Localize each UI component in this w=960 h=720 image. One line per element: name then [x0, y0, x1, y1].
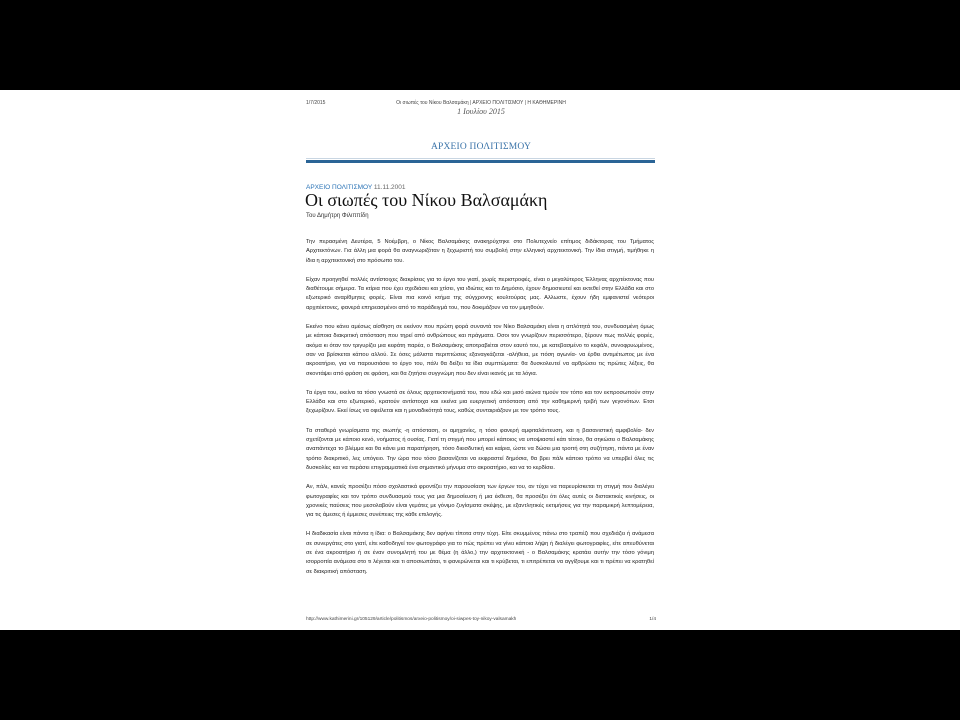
footer-page-number: 1/4	[649, 617, 656, 622]
article-paragraph: Την περασμένη Δευτέρα, 5 Νοέμβρη, ο Νίκος Βαλσαμάκης ανακηρύχτηκε στο Πολυτεχνείο επίτιμος διδάκτορας του Τμήματος Αρχιτεκτόνων. Για άλλη μια φορά θα αναγνωριζόταν η ξεχωριστή του συμβολή στην ελληνική αρχιτεκτονική. Την ίδια στιγμή, τιμήθηκε η ίδια η αρχιτεκτονική στο πρόσωπο του.	[306, 239, 654, 264]
article-paragraph: Η διαδικασία είναι πάντα η ίδια: ο Βαλσαμάκης δεν αφήνει τίποτα στην τύχη. Είτε σκυμμένος πάνω στο τραπέζι που σχεδιάζει ή ανάμεσα σε συνεργάτες στο γιατί, είτε καθοδηγεί τον φωτογράφο για το πώς πρέπει να γίνει κάποια λήψη ή διαλέγει φωτογραφίες, είτε απευθύνεται σε ένα ακροατήριο ή σε έναν συνομιλητή του με θέμα (η άλλο,) την αρχιτεκτονική - ο Βαλσαμάκης κρατάει αυτήν την τόσο γόνιμη ισορροπία ανάμεσα στο τι λέγεται και τι αποσιωπάται, τι φανερώνεται και τι κρύβεται, τι επιτρέπεται να αγγίξουμε και τι πρέπει να κρατηθεί σε διακριτική απόσταση.	[306, 531, 654, 575]
kicker-section-link[interactable]: ΑΡΧΕΙΟ ΠΟΛΙΤΙΣΜΟΥ	[306, 184, 373, 191]
article-title: Οι σιωπές του Νίκου Βαλσαμάκη	[305, 190, 548, 210]
article-paragraph: Αν, πάλι, κανείς προσέξει πόσο σχολαστικά φροντίζει την παρουσίαση των έργων του, αν τύχει να παρευρίσκεται τη στιγμή που διαλέγει φωτογραφίες και τον τρόπο συνδυασμού τους για μια δημοσίευση ή μια έκθεση, θα προσέξει ότι όλες αυτές οι διστακτικές κινήσεις, οι χρονικές παύσεις που μεσολαβούν είναι γεμάτες με γόνιμο ζυγίσματα σκέψης, με εξαντλητικές εκτιμήσεις για την παραμικρή λεπτομέρεια, για τις άμεσες ή έμμεσες συνέπειες της κάθε επιλογής.	[306, 484, 654, 519]
article-paragraph: Είχαν προηγηθεί πολλές αντίστοιχες διακρίσεις για το έργο του γιατί, χωρίς περιστροφές, είναι ο μεγαλύτερος Έλληνας αρχιτέκτονας που διαθέτουμε σήμερα. Τα κτίρια που έχει σχεδιάσει και χτίσει, για ιδιώτες και το Δημόσιο, έχουν δημοσιευτεί και εκτεθεί στην Ελλάδα και στο εξωτερικό αναρίθμητες φορές. Είναι πια κοινό κτήμα της σύγχρονης κουλτούρας μας. Αλλωστε, έχουν ήδη εμφανιστεί νεότεροι αρχιτέκτονες, φανερά επηρεασμένοι από το παράδειγμά του, που δοκιμάζουν να τον μιμηθούν.	[306, 276, 654, 311]
section-divider	[306, 160, 655, 163]
article-byline: Του Δημήτρη Φιλιππίδη	[306, 213, 369, 219]
section-divider-thin	[306, 158, 655, 159]
article-body	[306, 238, 654, 587]
footer-url: http://www.kathimerini.gr/105129/article/politismos/arxeio-politismoy/oi-siwpes-toy-nikoy-valsamakh	[306, 617, 517, 622]
document-page	[0, 90, 960, 630]
print-footer	[306, 617, 656, 622]
article-paragraph: Εκείνο που κάνει αμέσως αίσθηση σε εκείνον που πρώτη φορά συναντά τον Νίκο Βαλσαμάκη είναι η απλότητά του, συνδυασμένη όμως με κάποια διακριτική απόσταση που τηρεί από ανθρώπους και πράγματα. Οσοι τον γνωρίζουν περισσότερο, ξέρουν πως πολλές φορές, ακόμα κι όταν τον τριγυρίζει μια κεφάτη παρέα, ο Βαλσαμάκης αποτραβιέται στον εαυτό του, με κατεβασμένο το κεφάλι, συνοφρυωμένος, σαν να βρίσκεται κάπου αλλού. Σε όσες μάλιστα περιπτώσεις εξαναγκάζεται -αλήθεια, με πόση αγωνία- να έρθει αντιμέτωπος με ένα ακροατήριο, για να παρουσιάσει το έργο του, πάλι θα δείξει τα ίδια συμπτώματα: θα δυσκολευτεί να αρθρώσει τις πρώτες λέξεις, θα σκοντάψει από φράση σε φράση, και θα ζητήσει συγγνώμη που δεν είναι ικανός με τα λόγια.	[306, 324, 654, 377]
print-date: 1/7/2015	[306, 100, 326, 106]
article-paragraph: Τα σταθερά γνωρίσματα της σιωπής -η απόσταση, οι αμηχανίες, η τόσο φανερή αμφιταλάντευση, και η βασανιστική αμφιβολία- δεν σχετίζονται με κάποιο κενό, νοήματος ή ουσίας. Γιατί τη στιγμή που μπορεί κάποιος να υποψιαστεί κάτι τέτοιο, θα σηκώσει ο Βαλσαμάκης αναπάντεχα το βλέμμα και θα κάνει μια παρατήρηση, τόσο διεισδυτική και καίρια, ώστε να δώσει μια τροπή στη συζήτηση, πάντα με έναν τρόπο διακριτικό, λες υπόγειο. Την ώρα που τόσο βασανίζεται να εκφραστεί δημόσια, θα βρει πάλι κάποιο τρόπο να υπερβεί όλες τις δυσκολίες και να περάσει επιγραμματικά ένα σημαντικό μήνυμα στο ακροατήριο, και να το κερδίσει.	[306, 427, 654, 471]
page-date: 1 Ιουλίου 2015	[457, 107, 505, 116]
print-title: Οι σιωπές του Νίκου Βαλσαμάκη | ΑΡΧΕΙΟ ΠΟΛΙΤΙΣΜΟΥ | Η ΚΑΘΗΜΕΡΙΝΗ	[396, 100, 566, 106]
kicker-date: 11.11.2001	[373, 184, 406, 191]
section-title-link[interactable]: ΑΡΧΕΙΟ ΠΟΛΙΤΙΣΜΟΥ	[430, 142, 532, 152]
article-paragraph: Τα έργα του, εκείνα τα τόσο γνωστά σε όλους αρχιτεκτονήματά του, που εδώ και μισό αιώνα τιμούν τον τόπο και τον εκπροσωπούν στην Ελλάδα και στο εξωτερικό, κρατούν αντίστοιχα και εκείνα μια ευεργετική απόσταση από την καθημερινή τριβή των γεγονότων. Ετσι ξεχωρίζουν. Εκεί ίσως να οφείλεται και η μοναδικότητά τους, καθώς συνταιριάζουν με τον τρόπο τους.	[306, 389, 654, 415]
